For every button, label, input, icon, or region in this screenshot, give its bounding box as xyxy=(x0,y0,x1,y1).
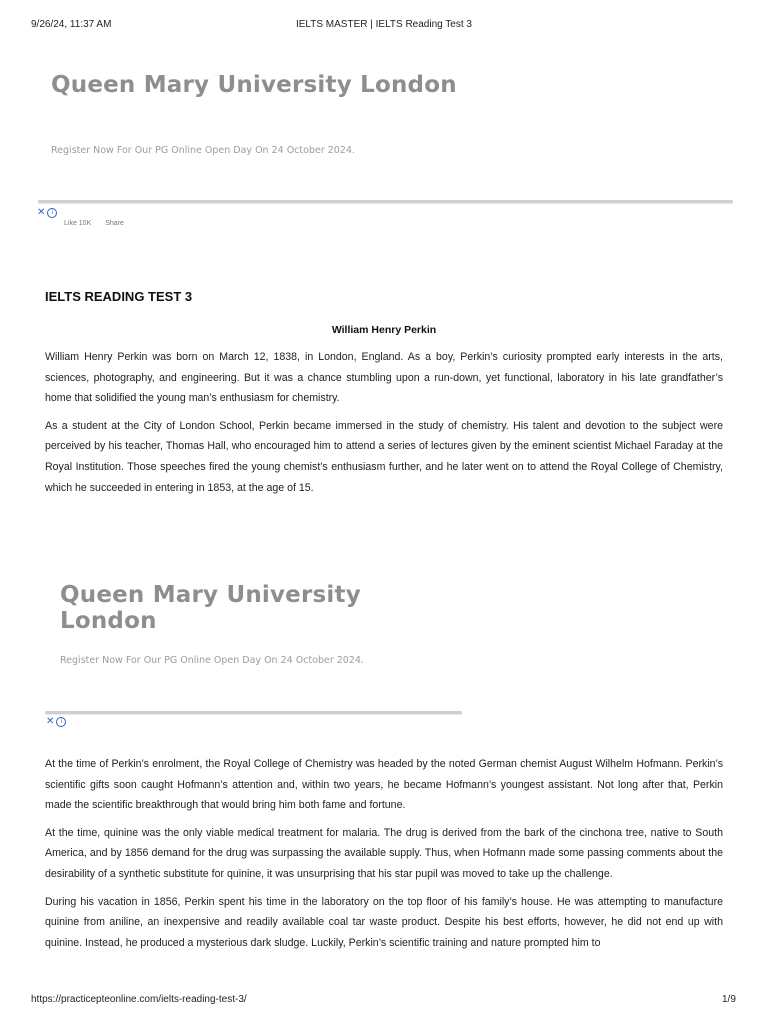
print-page-title: IELTS MASTER | IELTS Reading Test 3 xyxy=(295,19,472,30)
close-icon[interactable]: ✕ xyxy=(37,207,46,218)
social-bar xyxy=(64,220,138,227)
ad-banner-middle[interactable] xyxy=(45,570,465,730)
ad-banner-top[interactable] xyxy=(36,60,736,235)
paragraph: During his vacation in 1856, Perkin spent his time in the laboratory on the top floor of his family’s house. He was attempting to manufacture quinine from aniline, an inexpensive and readily available coal tar waste product. Despite his best efforts, however, he did not end up with quinine. Instead, he produced a mysterious dark sludge. Luckily, Perkin’s scientific training and nature prompted him to xyxy=(45,895,723,949)
ad-divider xyxy=(45,711,462,714)
paragraph: As a student at the City of London School, Perkin became immersed in the study of chemistry. His talent and devotion to the subject were perceived by his teacher, Thomas Hall, who encouraged him to attend a series of lectures given by the eminent scientist Michael Faraday at the Royal Institution. Those speeches fired the young chemist’s enthusiasm further, and he later went on to attend the Royal College of Chemistry, which he succeeded in entering in 1853, at the age of 15. xyxy=(45,419,723,494)
print-page-number: 1/9 xyxy=(722,994,736,1005)
article-body-top xyxy=(45,347,723,505)
info-icon[interactable]: i xyxy=(56,717,66,727)
ad-divider xyxy=(38,200,733,203)
passage-title: William Henry Perkin xyxy=(331,324,437,336)
info-icon[interactable]: i xyxy=(47,208,57,218)
like-button[interactable]: Like 10K xyxy=(64,220,92,227)
ad-subtitle[interactable]: Register Now For Our PG Online Open Day On 24 October 2024. xyxy=(60,655,364,666)
paragraph: At the time, quinine was the only viable medical treatment for malaria. The drug is derived from the bark of the cinchona tree, native to South America, and by 1856 demand for the drug was surpassing the available supply. Thus, when Hofmann made some passing comments about the desirability of a synthetic substitute for quinine, it was unsurprising that his star pupil was moved to take up the challenge. xyxy=(45,826,723,880)
share-button[interactable]: Share xyxy=(105,220,124,227)
adchoices-badge[interactable] xyxy=(37,208,57,218)
article-body-bottom xyxy=(45,754,723,974)
print-url: https://practicepteonline.com/ielts-reading-test-3/ xyxy=(31,994,247,1005)
ad-subtitle[interactable]: Register Now For Our PG Online Open Day On 24 October 2024. xyxy=(51,145,355,156)
ad-title[interactable]: Queen Mary University London xyxy=(60,582,361,634)
ad-title[interactable]: Queen Mary University London xyxy=(51,72,457,98)
print-timestamp: 9/26/24, 11:37 AM xyxy=(31,19,112,30)
paragraph: William Henry Perkin was born on March 12, 1838, in London, England. As a boy, Perkin’s curiosity prompted early interests in the arts, sciences, photography, and engineering. But it was a chance stumbling upon a run-down, yet functional, laboratory in his late grandfather’s home that solidified the young man’s enthusiasm for chemistry. xyxy=(45,351,723,405)
close-icon[interactable]: ✕ xyxy=(46,716,55,727)
paragraph: At the time of Perkin’s enrolment, the Royal College of Chemistry was headed by the noted German chemist August Wilhelm Hofmann. Perkin’s scientific gifts soon caught Hofmann’s attention and, within two years, he became Hofmann’s youngest assistant. Not long after that, Perkin made the scientific breakthrough that would bring him both fame and fortune. xyxy=(45,758,723,812)
test-title: IELTS READING TEST 3 xyxy=(45,289,193,304)
adchoices-badge[interactable] xyxy=(46,717,66,727)
